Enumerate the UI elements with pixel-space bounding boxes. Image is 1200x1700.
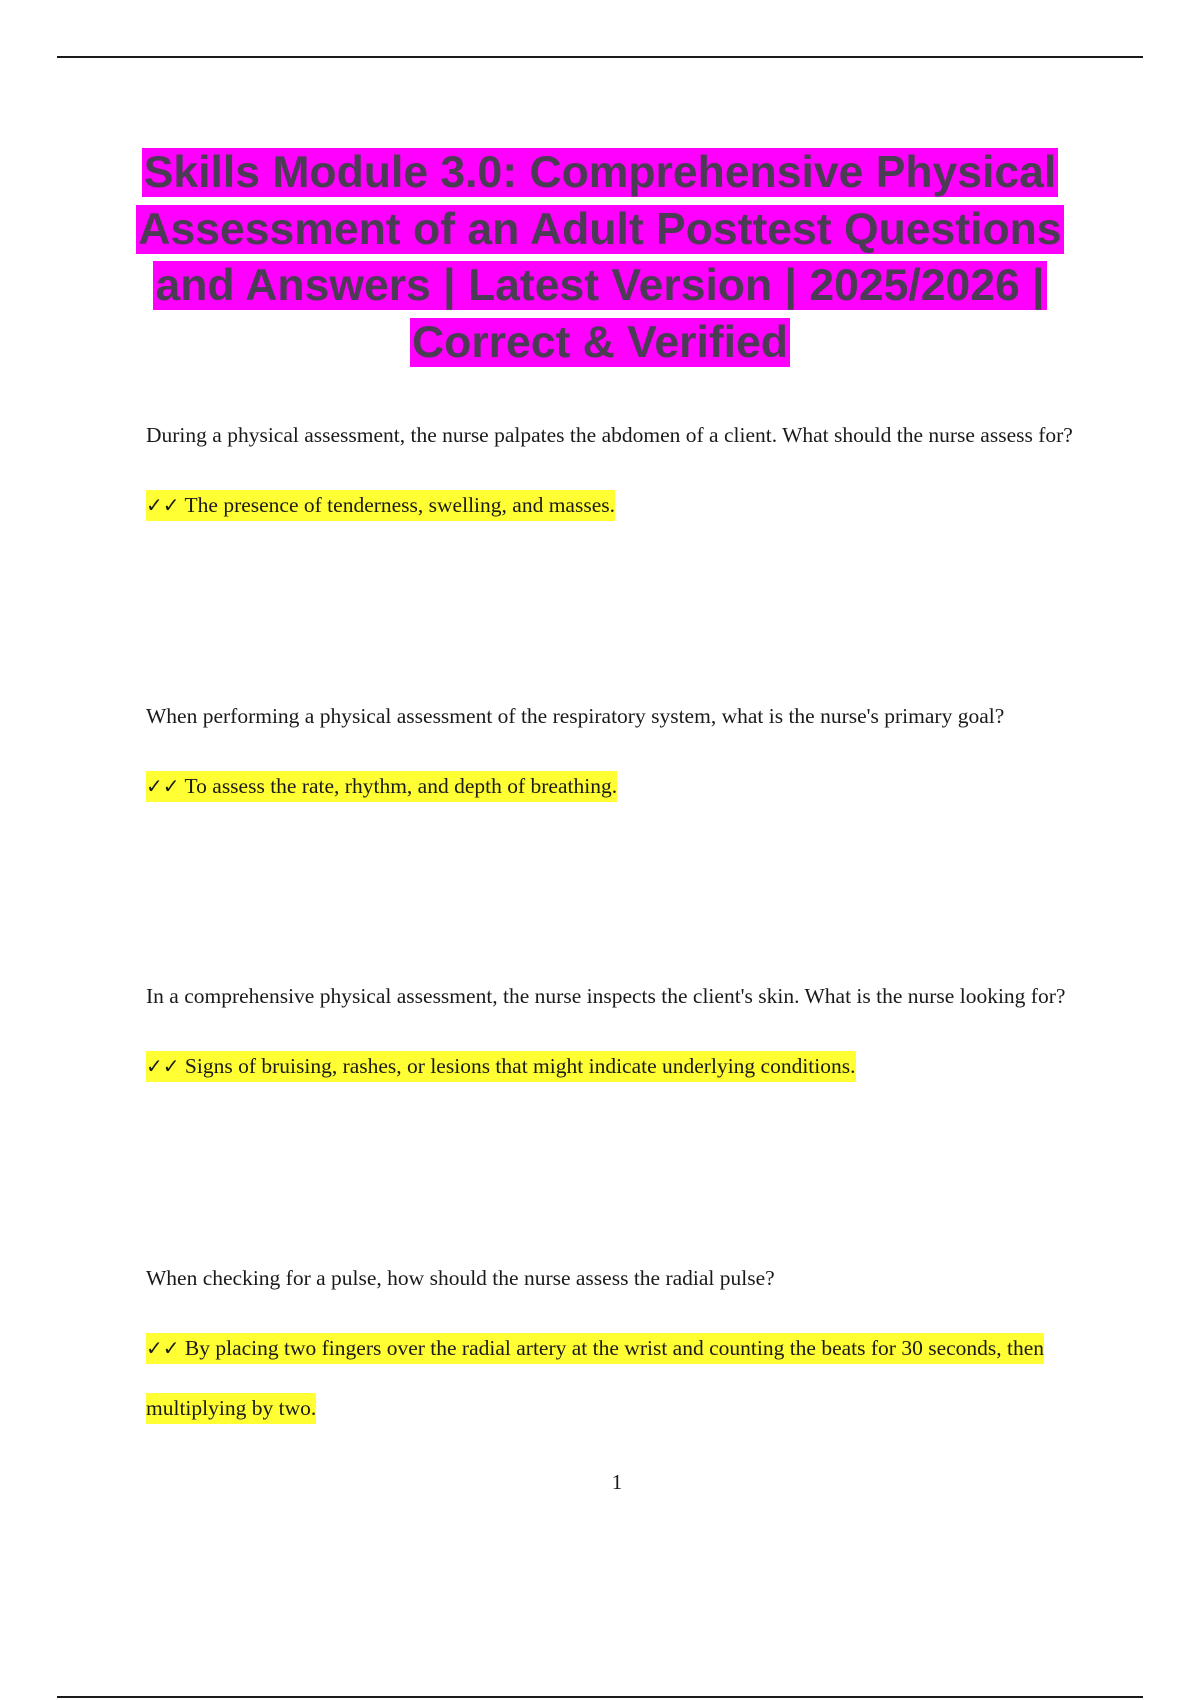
answer-label: The presence of tenderness, swelling, and masses. <box>184 493 615 517</box>
title-highlight: Skills Module 3.0: Comprehensive Physical Assessment of an Adult Posttest Questions and Answers | Latest Version | 2025/2026 | Correct & Verified <box>138 148 1062 367</box>
qa-item <box>146 688 1086 816</box>
question-text: In a comprehensive physical assessment, the nurse inspects the client's skin. What is the nurse looking for? <box>146 984 1066 1008</box>
answer-highlight <box>146 771 617 802</box>
document-title <box>100 145 1100 371</box>
check-icon: ✓✓ <box>146 774 180 798</box>
answer-text <box>146 756 1086 816</box>
footer-rule <box>57 1696 1143 1698</box>
qa-item <box>146 1250 1086 1438</box>
question-text: When performing a physical assessment of the respiratory system, what is the nurse's primary goal? <box>146 704 1005 728</box>
answer-text <box>146 1318 1086 1438</box>
check-icon: ✓✓ <box>146 1336 180 1360</box>
qa-item <box>146 968 1086 1096</box>
question-text: When checking for a pulse, how should the nurse assess the radial pulse? <box>146 1266 775 1290</box>
answer-label: By placing two fingers over the radial artery at the wrist and counting the beats for 30 seconds, then multiplying by two. <box>146 1336 1045 1420</box>
question-text: During a physical assessment, the nurse palpates the abdomen of a client. What should the nurse assess for? <box>146 423 1073 447</box>
answer-text <box>146 475 1086 535</box>
answer-highlight <box>146 1051 856 1082</box>
answer-highlight <box>146 490 615 521</box>
header-rule <box>57 56 1143 58</box>
check-icon: ✓✓ <box>146 1054 180 1078</box>
page-number: 1 <box>611 1470 623 1494</box>
answer-label: To assess the rate, rhythm, and depth of breathing. <box>184 774 618 798</box>
check-icon: ✓✓ <box>146 493 180 517</box>
answer-label: Signs of bruising, rashes, or lesions that might indicate underlying conditions. <box>184 1054 856 1078</box>
answer-text <box>146 1036 1086 1096</box>
answer-highlight <box>146 1333 1044 1424</box>
qa-item <box>146 407 1086 535</box>
